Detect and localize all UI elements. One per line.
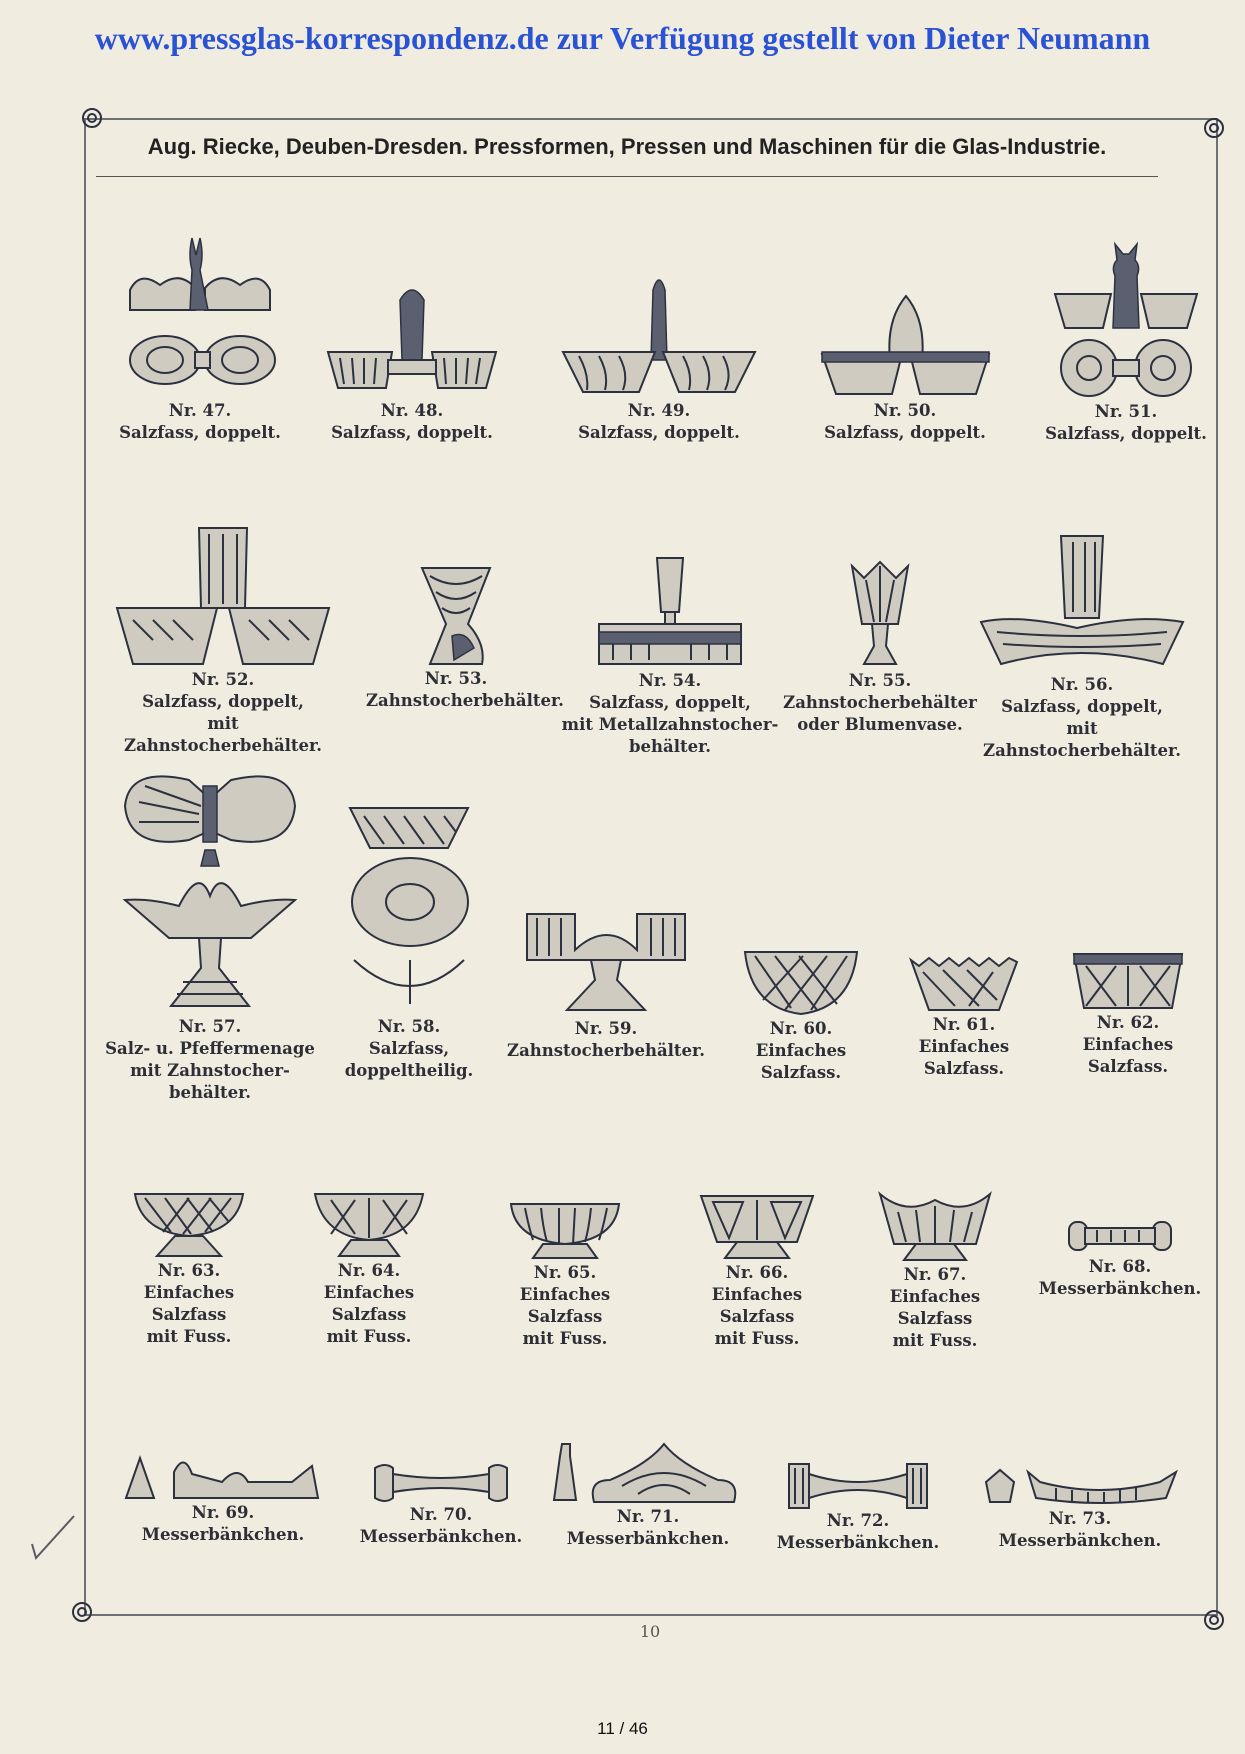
- double-salt-cellar-metal-holder-illustration: [595, 552, 745, 670]
- item-caption: Nr. 60. Einfaches Salzfass.: [755, 1019, 847, 1082]
- toothpick-holder-illustration: [416, 564, 496, 668]
- item-caption: Nr. 66. Einfaches Salzfass mit Fuss.: [711, 1263, 803, 1348]
- double-salt-cellar-toothpick-illustration: [113, 524, 333, 669]
- item-52: [108, 524, 338, 757]
- item-caption: Nr. 57. Salz- u. Pfeffermenage mit Zahnstocher- behälter.: [105, 1017, 315, 1102]
- item-56: [972, 532, 1192, 762]
- item-67: [850, 1190, 1020, 1352]
- item-50: [810, 290, 1000, 444]
- item-caption: Nr. 63. Einfaches Salzfass mit Fuss.: [143, 1261, 235, 1346]
- item-68: [1030, 1216, 1210, 1300]
- corner-ornament-icon: [70, 1600, 94, 1624]
- item-64: [284, 1190, 454, 1348]
- item-caption: Nr. 62. Einfaches Salzfass.: [1082, 1013, 1174, 1076]
- footed-salt-cellar-illustration: [311, 1190, 427, 1260]
- item-66: [672, 1192, 842, 1350]
- item-caption: Nr. 71. Messerbänkchen.: [566, 1507, 730, 1548]
- item-58: [334, 792, 484, 1082]
- viewer-page-indicator: 11 / 46: [597, 1719, 648, 1738]
- handwritten-check-mark-icon: [28, 1512, 78, 1562]
- item-69: [118, 1452, 328, 1546]
- item-71: [548, 1440, 748, 1550]
- footed-salt-cellar-illustration: [876, 1190, 994, 1264]
- item-caption: Nr. 67. Einfaches Salzfass mit Fuss.: [889, 1265, 981, 1350]
- item-72: [768, 1462, 948, 1554]
- item-48: [322, 280, 502, 444]
- item-caption: Nr. 65. Einfaches Salzfass mit Fuss.: [519, 1263, 611, 1348]
- item-51: [1036, 236, 1216, 445]
- source-link[interactable]: www.pressglas-korrespondenz.de zur Verfügung gestellt von Dieter Neumann: [94, 20, 1151, 56]
- footed-salt-cellar-illustration: [699, 1192, 815, 1262]
- item-53: [366, 564, 564, 712]
- item-73: [970, 1468, 1190, 1552]
- double-salt-cellar-two-part-illustration: [344, 792, 474, 1016]
- item-caption: Nr. 56. Salzfass, doppelt, mit Zahnstocherbehälter.: [983, 675, 1181, 760]
- item-caption: Nr. 52. Salzfass, doppelt, mit Zahnstocherbehälter.: [124, 670, 322, 755]
- corner-ornament-icon: [1202, 116, 1226, 140]
- footed-salt-cellar-illustration: [509, 1200, 621, 1262]
- item-caption: Nr. 73. Messerbänkchen.: [998, 1509, 1162, 1550]
- item-caption: Nr. 61. Einfaches Salzfass.: [918, 1015, 1010, 1078]
- toothpick-holder-footed-illustration: [521, 910, 691, 1018]
- knife-rest-illustration: [1067, 1216, 1173, 1256]
- item-61: [894, 956, 1034, 1080]
- item-caption: Nr. 47. Salzfass, doppelt.: [119, 401, 281, 442]
- item-63: [104, 1190, 274, 1348]
- salt-pepper-cruet-illustration: [119, 766, 301, 1016]
- item-caption: Nr. 50. Salzfass, doppelt.: [824, 401, 986, 442]
- knife-rest-illustration: [785, 1462, 931, 1510]
- item-caption: Nr. 58. Salzfass, doppeltheilig.: [344, 1017, 474, 1080]
- item-caption: Nr. 69. Messerbänkchen.: [141, 1503, 305, 1544]
- salt-cellar-illustration: [741, 948, 861, 1018]
- item-caption: Nr. 59. Zahnstocherbehälter.: [507, 1019, 705, 1060]
- knife-rest-illustration: [980, 1468, 1180, 1508]
- item-caption: Nr. 49. Salzfass, doppelt.: [578, 401, 740, 442]
- double-salt-cellar-handle-illustration: [559, 270, 759, 400]
- item-caption: Nr. 72. Messerbänkchen.: [776, 1511, 940, 1552]
- knife-rest-ornate-illustration: [548, 1440, 748, 1506]
- item-70: [356, 1462, 526, 1548]
- item-47: [110, 230, 290, 444]
- footed-salt-cellar-illustration: [131, 1190, 247, 1260]
- item-caption: Nr. 48. Salzfass, doppelt.: [331, 401, 493, 442]
- item-caption: Nr. 54. Salzfass, doppelt, mit Metallzahnstocher- behälter.: [561, 671, 779, 756]
- item-caption: Nr. 51. Salzfass, doppelt.: [1045, 402, 1207, 443]
- item-caption: Nr. 64. Einfaches Salzfass mit Fuss.: [323, 1261, 415, 1346]
- toothpick-holder-vase-illustration: [848, 560, 912, 670]
- page-number: 10: [639, 1622, 661, 1641]
- double-salt-cellar-loop-handle-illustration: [818, 290, 993, 400]
- double-salt-cellar-illustration: [322, 280, 502, 400]
- catalog-header: Aug. Riecke, Deuben-Dresden. Pressformen, Pressen und Maschinen für die Glas-Industrie.: [147, 134, 1107, 159]
- double-salt-cellar-rabbit-illustration: [120, 230, 280, 400]
- item-57: [100, 766, 320, 1104]
- knife-rest-illustration: [371, 1462, 511, 1504]
- header-divider: [96, 176, 1158, 177]
- item-caption: Nr. 70. Messerbänkchen.: [359, 1505, 523, 1546]
- salt-cellar-illustration: [1072, 950, 1184, 1012]
- corner-ornament-icon: [80, 106, 104, 130]
- item-60: [726, 948, 876, 1084]
- item-caption: Nr. 68. Messerbänkchen.: [1038, 1257, 1202, 1298]
- double-salt-cellar-tall-holder-illustration: [977, 532, 1187, 674]
- item-54: [560, 552, 780, 758]
- item-65: [480, 1200, 650, 1350]
- item-caption: Nr. 53. Zahnstocherbehälter.: [366, 669, 564, 710]
- item-62: [1058, 950, 1198, 1078]
- salt-cellar-illustration: [909, 956, 1019, 1014]
- item-59: [506, 910, 706, 1062]
- item-caption: Nr. 55. Zahnstocherbehälter oder Blumenvase.: [783, 671, 977, 734]
- double-salt-cellar-cat-illustration: [1051, 236, 1201, 401]
- knife-rest-illustration: [122, 1452, 324, 1502]
- item-49: [554, 270, 764, 444]
- item-55: [780, 560, 980, 736]
